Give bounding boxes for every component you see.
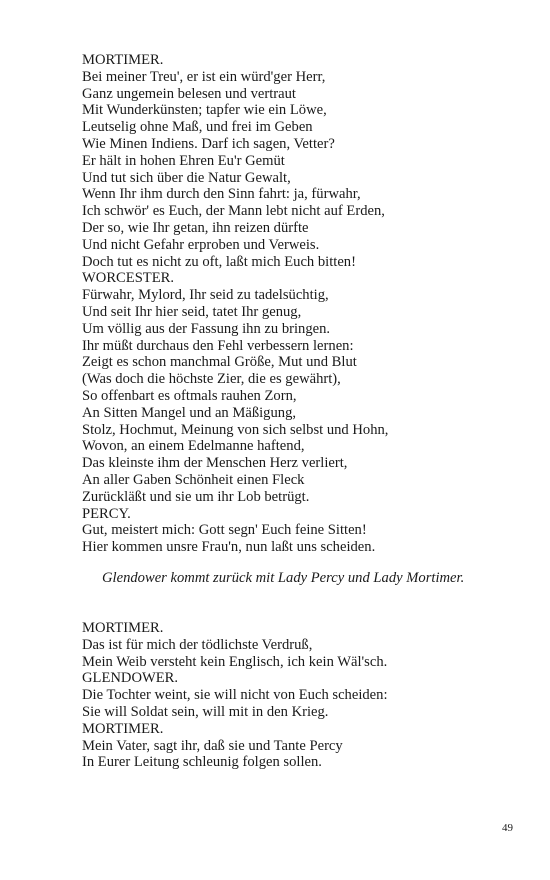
verse-line: Die Tochter weint, sie will nicht von Euch scheiden: — [82, 687, 388, 704]
speaker-name: MORTIMER. — [82, 620, 164, 636]
speaker-name: MORTIMER. — [82, 52, 164, 68]
verse-line: Stolz, Hochmut, Meinung von sich selbst und Hohn, — [82, 421, 389, 438]
speaker-name: GLENDOWER. — [82, 670, 179, 687]
verse-line: Mein Weib versteht kein Englisch, ich kein Wäl'sch. — [82, 653, 388, 670]
speaker-name: WORCESTER. — [82, 270, 175, 287]
verse-block-1 — [82, 52, 522, 556]
verse-line: Sie will Soldat sein, will mit in den Krieg. — [82, 703, 329, 720]
speaker-name: MORTIMER. — [82, 720, 164, 737]
verse-line: Fürwahr, Mylord, Ihr seid zu tadelsüchtig, — [82, 287, 329, 304]
verse-line: An Sitten Mangel und an Mäßigung, — [82, 404, 297, 421]
verse-block-2 — [82, 620, 522, 771]
verse-line: Zeigt es schon manchmal Größe, Mut und Blut — [82, 354, 357, 371]
verse-line: Und nicht Gefahr erproben und Verweis. — [82, 236, 320, 253]
verse-line: Ich schwör' es Euch, der Mann lebt nicht auf Erden, — [82, 203, 385, 220]
verse-line: Ihr müßt durchaus den Fehl verbessern lernen: — [82, 337, 354, 354]
verse-line: Der so, wie Ihr getan, ihn reizen dürfte — [82, 219, 309, 236]
verse-line: Hier kommen unsre Frau'n, nun laßt uns scheiden. — [82, 539, 376, 556]
verse-line: Das kleinste ihm der Menschen Herz verliert, — [82, 455, 348, 472]
verse-line: Zurückläßt und sie um ihr Lob betrügt. — [82, 488, 310, 505]
verse-line: Bei meiner Treu', er ist ein würd'ger Herr, — [82, 68, 326, 85]
verse-line: An aller Gaben Schönheit einen Fleck — [82, 471, 305, 488]
verse-line: Ganz ungemein belesen und vertraut — [82, 85, 296, 102]
stage-direction: Glendower kommt zurück mit Lady Percy und Lady Mortimer. — [102, 570, 465, 586]
speaker-name: PERCY. — [82, 505, 131, 522]
verse-line: So offenbart es oftmals rauhen Zorn, — [82, 387, 297, 404]
page-number: 49 — [502, 822, 513, 834]
verse-line: Das ist für mich der tödlichste Verdruß, — [82, 636, 313, 653]
verse-line: Gut, meistert mich: Gott segn' Euch feine Sitten! — [82, 522, 367, 539]
verse-line: Doch tut es nicht zu oft, laßt mich Euch bitten! — [82, 253, 356, 270]
verse-line: (Was doch die höchste Zier, die es gewährt), — [82, 371, 341, 388]
verse-line: Leutselig ohne Maß, und frei im Geben — [82, 119, 313, 136]
verse-line: Mit Wunderkünsten; tapfer wie ein Löwe, — [82, 102, 327, 119]
verse-line: Und seit Ihr hier seid, tatet Ihr genug, — [82, 303, 302, 320]
verse-line: In Eurer Leitung schleunig folgen sollen. — [82, 754, 322, 771]
verse-line: Mein Vater, sagt ihr, daß sie und Tante Percy — [82, 737, 343, 754]
verse-line: Wovon, an einem Edelmanne haftend, — [82, 438, 305, 455]
verse-line: Er hält in hohen Ehren Eu'r Gemüt — [82, 152, 285, 169]
verse-line: Um völlig aus der Fassung ihn zu bringen. — [82, 320, 331, 337]
verse-line: Wie Minen Indiens. Darf ich sagen, Vetter? — [82, 135, 335, 152]
verse-line: Wenn Ihr ihm durch den Sinn fahrt: ja, fürwahr, — [82, 186, 361, 203]
verse-line: Und tut sich über die Natur Gewalt, — [82, 169, 291, 186]
